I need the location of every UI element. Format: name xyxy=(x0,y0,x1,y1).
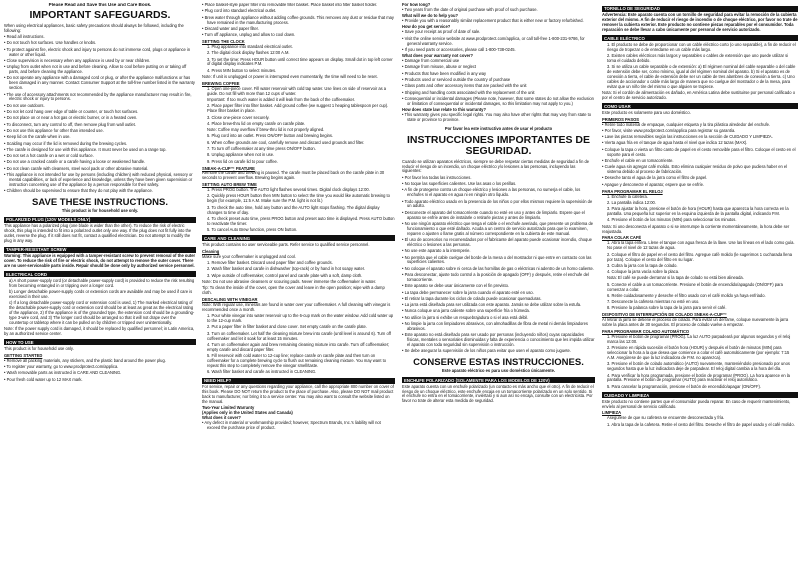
getting-started-item: • To register your warranty, go to www.prodprotect.com/applica. xyxy=(4,365,196,370)
spanish-safeguard-item: • Desconecte el aparato del tomacorriente cuando no esté en uso y antes de limpiarlo. Espere que el aparato se enfríe antes de instalarle o retirarle piezas y antes de limpiarlo. xyxy=(402,211,595,221)
safeguard-item: • Do not place on or near a hot gas or electric burner, or in a heated oven. xyxy=(4,116,196,121)
spanish-getting-started-item: • Vierta agua fría en el tanque de agua hasta el nivel que indica 12 tazas (MAX). xyxy=(602,141,798,146)
cord-item: a) A short power-supply cord (or detachable power-supply cord) is provided to reduce the risk resulting from becoming entangled in or tripping over a longer cord. xyxy=(9,277,195,288)
spanish-auto-brew-heading: PARA PROGRAMAR COLADO AUTOMÁTICO xyxy=(602,329,690,335)
warranty-cover-text: • Any defect in material or workmanship provided; however, Spectrum Brands, Inc.'s liability will not exceed the purchase price of product. xyxy=(202,421,395,431)
not-cover-list xyxy=(402,59,595,107)
descaling-step: 3. Turn on coffeemaker. Let half the cleaning mixture brew into carafe (until level is around 6). Turn off coffeemaker and let it soak for at least 15 minutes. xyxy=(207,330,391,341)
spanish-clock-heading: PARA PROGRAMAR EL RELOJ xyxy=(602,188,663,194)
safeguards-list xyxy=(4,35,196,194)
spanish-household-note: Este aparato eléctrico es para uso doméstico únicamente. xyxy=(441,368,556,374)
care-cleaning-heading: CARE AND CLEANING xyxy=(202,235,395,241)
spanish-safeguard-item: • Para desconectar, ajuste todo control a la posición de apagado (OFF) y después, retire el enchufe del tomacorriente. xyxy=(402,273,595,283)
descaling-heading: DESCALING WITH VINEGAR xyxy=(202,297,258,303)
cleaning-intro: Make sure your coffeemaker is unplugged and cool. xyxy=(202,253,296,259)
descaling-step: 6. Wash filter basket and carafe as instructed in CLEANING. xyxy=(207,369,317,375)
getting-started-item: • Place basket-style paper filter into removable filter basket. Place basket into filter basket holder. xyxy=(202,3,395,8)
service-item: • If you need parts or accessories, please call 1-800-738-0245. xyxy=(402,48,595,53)
how-to-use-heading: HOW TO USE xyxy=(4,339,196,345)
spanish-auto-brew-step: 1. Presione el botón de programar (PROG). La luz AUTO parpadeará por algunos segundos y el reloj marca las 12:00. xyxy=(607,334,791,344)
spanish-safeguards-intro: Cuando se utilizan aparatos eléctricos, siempre se debe respetar ciertas medidas de seguridad a fin de reducir el riesgo de un incendio, un choque eléctrico y/o lesiones a las personas, incluyendo las siguientes: xyxy=(402,158,590,174)
safeguard-item: • Do not let cord hang over edge of table or counter, or touch hot surfaces. xyxy=(4,110,196,115)
spanish-brewing-step: 6. Retire cuidadosamente y deseche el filtro usado con el café molido ya haya enfriado. xyxy=(607,292,766,298)
polarized-plug-text: This appliance has a polarized plug (one blade is wider than the other). To reduce the risk of electric shock, this plug is intended to fit into a polarized outlet only one way. If the plug does not fit fully into the outlet, reverse the plug. If it still does not fit, contact a qualified electrician. Do not attempt to modify the plug in any way. xyxy=(4,223,192,244)
safeguard-item: • Do not clean carafe with cleansers, steel wool pads or other abrasive material. xyxy=(4,167,196,172)
auto-brew-step: 4. To check preset auto time, press PROG button and preset auto time is displayed. Press AUTO button to reactivate the timer. xyxy=(207,215,395,226)
tamper-screw-text: Warning: This appliance is equipped with a tamper-resistant screw to prevent removal of the outer cover. To reduce the risk of fire or electric shock, do not attempt to remove the outer cover. There are no user-serviceable parts inside. Repair should be done only by authorized service personnel. xyxy=(4,253,196,268)
safeguard-item: • The use of accessory attachments not recommended by the appliance manufacturer may result in fire, electric shock or injury to persons. xyxy=(4,93,196,103)
brewing-heading: BREWING COFFEE xyxy=(202,80,240,86)
how-to-use-text: This product is for household use only. xyxy=(4,345,74,351)
state-law-item: • This warranty gives you specific legal rights. You may also have other rights that may vary from state to state or province to province. xyxy=(402,113,595,123)
spanish-safeguard-item: • El retirar la tapa durante los ciclos de colado puede ocasionar quemaduras. xyxy=(402,297,595,302)
safeguard-item: • To protect against fire, electric shock and injury to persons do not immerse cord, plugs or appliance in water or other liquid. xyxy=(4,48,196,58)
getting-started-item: • Discard water and paper filter. xyxy=(202,27,395,32)
spanish-plug-heading: ENCHUFE POLARIZADO (SOLAMENTE PARA LOS MODELOS DE 120V) xyxy=(402,377,595,383)
clock-step: 1. Plug appliance into standard electrical outlet. xyxy=(207,43,293,49)
getting-started-heading: GETTING STARTED xyxy=(4,352,43,358)
spanish-cable-item: 3. Si se utiliza un cable separable o de extensión: a) El régimen nominal del cable separable o del cable de extensión debe ser, como mínimo, igual al del régimen nominal del aparato. b) Si el aparato es de conexión a tierra, el cable de extensión debe ser un cable de tres alambres de conexión a tierra. c) Uno cables de accionador o cable más largo de manera que no cuelgue del mostrador o de la mesa, para evitar que un niño tire del mismo o que alguien se tropiece. xyxy=(607,64,796,89)
spanish-auto-brew-step: 2. Presione en rápida sucesión el botón hora (HOUR) y después el botón de minutos (MIN) para seleccionar la hora a la que desea que comience a colar el café automáticamente (por ejemplo: 7:15 A.M. Asegúrese de que la luz indicadora de P.M. no aparezca). xyxy=(607,345,790,361)
spanish-getting-started-item: • Lave las piezas removibles según las instrucciones en la sección de CUIDADO Y LIMPIEZA. xyxy=(602,135,798,140)
spanish-auto-brew-step: 5. Para cancelar la programación, presione el botón de encendido/apagar (ON/OFF). xyxy=(607,383,762,389)
service-item: • Save your receipt as proof of date of sale. xyxy=(402,30,595,35)
safeguard-item: • Do not use outdoors. xyxy=(4,104,196,109)
get-service-list xyxy=(402,30,595,52)
how-long-text: • Two years from the date of original purchase with proof of such purchase. xyxy=(402,8,595,13)
cleaning-step: 1. Remove filter basket. Discard used paper filter and coffee grounds. xyxy=(207,260,333,266)
spanish-brewing-step: Nota: El café se puede derramar si la tapa de colado no está bien alineada. xyxy=(607,275,744,281)
state-law-question: How does state law relate to this warranty? xyxy=(402,107,486,112)
spanish-getting-started-item: • Coloque la tapa o vierta un filtro canto de papel en el cesto removible para el filtro. Coloque el cesto en el soporte para el cesto. xyxy=(602,148,798,158)
cleaning-step: 3. Wipe outside of coffeemaker, control panel and carafe plate with a soft, damp cloth. xyxy=(207,272,363,278)
descaling-step: 1. Pour white vinegar into water reservoir up to the 6-cup mark on the water window. Add cold water up to the 12-cup mark. xyxy=(207,313,394,324)
spanish-safeguard-item: • No use este aparato a la intemperie. xyxy=(402,249,595,254)
spanish-care-heading: CUIDADO Y LIMPIEZA xyxy=(602,392,798,398)
descaling-list xyxy=(202,314,395,375)
spanish-sneak-a-cup-heading: DISPOSITIVO DE INTERRUPCIÓN DE COLADO SNEAK-A-CUP™ xyxy=(602,312,727,318)
clock-step: 4. Press MIN button to select minutes. xyxy=(207,67,277,73)
brewing-step: 5. Plug cord into an outlet. Press ON/OFF button and brewing begins. xyxy=(207,133,334,139)
spanish-cleaning-list xyxy=(602,416,798,427)
not-cover-question: What does your warranty not cover? xyxy=(402,53,473,59)
setting-clock-note: Note: If unit is unplugged or power is interrupted even momentarily, the time will need to be reset. xyxy=(202,74,378,79)
spanish-clock-note: Nota: Si uno desconecta el aparato o si se interrumpe la corriente momentáneamente, la hora debe ser reajustada. xyxy=(602,223,790,234)
spanish-cleaning-heading: LIMPIEZA xyxy=(602,410,622,416)
spanish-safeguard-item: • Por favor lea todas las instrucciones. xyxy=(402,176,595,181)
sneak-a-cup-heading: SNEAK-A-CUP™ FEATURE xyxy=(202,165,255,171)
exclusion-item: • Products used or serviced outside the country of purchase xyxy=(402,78,595,83)
setting-clock-heading: SETTING THE CLOCK xyxy=(202,39,245,44)
spanish-sneak-a-cup-text: Al retirar la jarra se detiene el proceso de colado. Para evitar un derrame, coloque nuevamente la jarra sobre la placa antes de 30 segundos. El proceso de colado vuelve a empezar. xyxy=(602,317,789,328)
sneak-a-cup-text: Remove the carafe and brewing is paused. The carafe must be placed back on the carafe plate in 30 seconds to prevent overflow. Brewing begins again. xyxy=(202,170,385,181)
clock-step: 3. To set the time: Press HOUR button until correct time appears on display. Small dot in top left corner of digital display indicates P.M. xyxy=(207,56,393,67)
spanish-plug-text: Este aparato cuenta con un enchufe polarizado (un contacto es más ancho que el otro). A fin de reducir el riesgo de un choque eléctrico, este enchufe encaja en un tomacorriente polarizado en un solo sentido. Si el enchufe no entra en el tomacorriente, inviértalo y si aun así no encaja, consulte con un electricista. Por favor no trate de alterar esta medida de seguridad. xyxy=(402,383,594,404)
descaling-step: 4. Turn on coffeemaker again and brew remaining cleaning mixture into carafe. Turn off coffeemaker; empty carafe and discard paper filter. xyxy=(207,341,390,352)
spanish-brewing-step: 5. Conecte el cable a un tomacorriente. Presione el botón de encendido/apagado (ON/OFF) para comenzar a colar. xyxy=(607,281,783,292)
spanish-save-heading: CONSERVE ESTAS INSTRUCCIONES. xyxy=(413,357,584,369)
brewing-step: 9. Press lid on carafe lid to pour coffee. xyxy=(207,158,278,164)
get-service-question: How do you get service? xyxy=(402,24,451,30)
brewing-step: 6. When coffee grounds are cool, carefully remove and discard used grounds and filter. xyxy=(207,139,365,145)
getting-started-item: • Wash removable parts as instructed in CARE AND CLEANING. xyxy=(4,371,196,376)
auto-brew-step: 3. To check the auto time, hold any button and the AUTO light stops flashing. The digital display changes to time of day. xyxy=(207,204,380,215)
getting-started-item: • Brew water through appliance without adding coffee grounds. This removes any dust or residue that may have remained in the manufacturing process. xyxy=(202,16,395,26)
safeguard-item: • Do not use a cracked carafe or a carafe having a loose or weakened handle. xyxy=(4,160,196,165)
cord-item: c) If a long detachable power-supply cord or extension cord is used, 1) The marked electrical rating of the detachable power-supply cord or extension cord should be at least as great as the electrical rating of the appliance, 2) If the appliance is of the grounded type, the extension cord should be a grounding-type 3-wire cord, and 3) The longer cord should be arranged so that it will not drape over the countertop or tabletop where it can be pulled on by children or tripped over unintentionally. xyxy=(9,300,195,325)
spanish-safeguard-item: • El uso de accesorios no recomendados por el fabricante del aparato puede ocasionar incendio, choque eléctrico o lesiones a las personas. xyxy=(402,238,595,248)
spanish-clock-step: 3. Para ajustar la hora, presione el botón de hora (HOUR) hasta que aparezca la hora correcta en la pantalla. Una pequeña luz superior en la esquina izquierda de la pantalla digital, indicando P.M. xyxy=(607,206,789,217)
cleaning-step: 2. Wash filter basket and carafe in dishwasher (top-rack) or by hand in hot soapy water. xyxy=(207,266,365,272)
spanish-safeguard-item: • A fin de protegerse contra un choque eléctrico y lesiones a las personas, no sumerja el cable, los enchufes ni el aparato en agua ni en ningún otro líquido. xyxy=(402,188,595,198)
spanish-how-to-use-heading: COMO USAR xyxy=(602,103,798,109)
spanish-safeguard-item: • La tapa debe permanecer sobre la jarra cuando el aparato esté en uso. xyxy=(402,291,595,296)
spanish-cable-item: 1. El producto se debe de proporcionar con un cable eléctrico corto (o uno separable), a fin de reducir el riesgo de tropezar o de enredarse en un cable más largo. xyxy=(607,41,796,52)
need-help-heading: NEED HELP? xyxy=(202,378,395,384)
safeguards-intro: When using electrical appliances, basic safety precautions should always be followed, including the following: xyxy=(4,22,184,33)
getting-started-item: • Pour fresh cold water up to 12 MAX mark. xyxy=(4,378,196,383)
polarized-plug-heading: POLARIZED PLUG (120V MODELS ONLY) xyxy=(4,217,196,223)
help-question: What will we do to help you? xyxy=(402,13,458,19)
spanish-safeguard-item: • No toque las superficies calientes. Use las asas o los perillas. xyxy=(402,182,595,187)
spanish-clock-step: 4. Presione el botón de los minutos (MIN) para seleccionar los minutos. xyxy=(607,217,737,223)
cleaning-list xyxy=(202,261,395,279)
auto-brew-step: 2. Quickly press HOUR button then MIN button to select the time you would like automatic brewing to begin (for example, 11:5 A.M. Make sure the P.M. light is not lit.) xyxy=(207,193,390,204)
warranty-subheading: (Applies only in the United States and Canada) xyxy=(202,410,293,415)
cord-item: b) Longer detachable power-supply cords or extension cords are available and may be used if care is exercised in their use. xyxy=(9,288,193,299)
descaling-step: 2. Put a paper filter in filter basket and close cover. Set empty carafe on the carafe plate. xyxy=(207,324,367,330)
safeguards-heading: IMPORTANT SAFEGUARDS. xyxy=(29,8,171,21)
spanish-safeguard-item: • La jarra está diseñada para ser utilizada con este aparato. Jamás se debe utilizar sobre la estufa. xyxy=(402,303,595,308)
spanish-clock-list xyxy=(602,195,798,224)
getting-started-list xyxy=(4,359,196,383)
auto-brew-list xyxy=(202,188,395,233)
spanish-auto-brew-step: 3. Presione el botón de colado automático (AUTO) nuevamente, manteniéndolo presionado por unos segundos hasta que la luz indicadora deje de parpadear. El reloj digital cambia a la hora del día. xyxy=(607,361,790,372)
safeguard-item: • Keep lid on the carafe when in use. xyxy=(4,135,196,140)
getting-started-item: • Plug cord into standard electrical outlet. xyxy=(202,9,395,14)
brewing-step: 1. Open one-piece cover. Fill water reservoir with cold tap water. Use lines on side of reservoir as a guide. Do not fill with more than 12 cups of water. xyxy=(207,85,387,96)
spanish-cable-note: Nota: Si el cordón de alimentación es dañado, en América Latina debe sustituirse por personal calificado o por el centro de servicio autorizado. xyxy=(602,89,795,100)
exclusion-item: • Glass parts and other accessory items that are packed with the unit xyxy=(402,84,595,89)
service-item: • Visit the online service website at www.prodprotect.com/applica, or call toll-free 1-800-231-9786, for general warranty service. xyxy=(402,37,595,47)
spanish-safeguard-item: • No limpie la jarra con limpiadores abrasivos, con almohadillas de fibra de metal ni demás limpiadores abrasivos. xyxy=(402,322,595,332)
auto-brew-heading: SETTING AUTO BREW TIME xyxy=(202,182,257,188)
spanish-getting-started-item: • Deseche tanto el agua de la jarra como el filtro de papel. xyxy=(602,176,798,181)
spanish-brewing-heading: PARA COLAR CAFÉ xyxy=(602,235,642,241)
column-3 xyxy=(402,3,595,563)
exclusion-item: • Consequential or incidental damages (Please note, however, that some states do not allow the exclusion or limitation of consequential or incidental damages, so this limitation may not apply to you.) xyxy=(402,97,595,107)
save-instructions-heading: SAVE THESE INSTRUCTIONS. xyxy=(31,197,168,208)
spanish-safeguard-item: • Se debe asegurar la supervisión de los niños para evitar que usen el aparato como juguete. xyxy=(402,349,595,354)
spanish-brewing-step: 8. Presione la palanca sobre la tapa de la jarra para servir el café. xyxy=(607,305,727,311)
safeguard-item: • The carafe is designed for use with this appliance. It must never be used on a range top. xyxy=(4,148,196,153)
spanish-auto-brew-list xyxy=(602,335,798,390)
auto-brew-step: 5. To cancel Auto Brew function, press ON button. xyxy=(207,227,298,233)
getting-started-item: • Remove all packing materials, any stickers, and the plastic band around the power plug. xyxy=(4,359,196,364)
spanish-safeguards-heading: INSTRUCCIONES IMPORTANTES DE SEGURIDAD. xyxy=(407,133,590,157)
safeguard-item: • Do not touch hot surfaces. Use handles or knobs. xyxy=(4,41,196,46)
descaling-intro: Note: With regular use, minerals are found in water over your coffeemaker. A full cleaning with vinegar is recommended once a month. xyxy=(202,301,391,312)
help-text: • Provide you with a reasonably similar replacement product that is either new or factory refurbished. xyxy=(402,19,595,24)
state-law-list xyxy=(402,113,595,123)
safeguard-item: • Close supervision is necessary when any appliance is used by or near children. xyxy=(4,59,196,64)
electrical-cord-heading: ELECTRICAL CORD xyxy=(4,271,196,277)
safeguard-item: • Do not operate any appliance with a damaged cord or plug, or after the appliance malfunctions or has been damaged in any manner. Contact Consumer Support at the toll-free number listed in the warranty section. xyxy=(4,76,196,91)
spanish-getting-started-item: • Retire todo material de empaque, cualquier etiqueta y la tira plástica alrededor del enchufe. xyxy=(602,123,798,128)
care-cleaning-intro: This product contains no user serviceable parts. Refer service to qualified service personnel. xyxy=(202,241,370,247)
cleaning-tip: Tip: To clean the inside of the cover, open the cover and leave in the open position; wipe with a damp cloth. xyxy=(202,285,385,296)
getting-started-list-continued xyxy=(202,3,395,38)
spanish-brewing-list xyxy=(602,241,798,311)
cleaning-note: Note: Do not use abrasive cleansers or scouring pads. Never immerse the coffeemaker in water. xyxy=(202,278,377,284)
tamper-screw-heading: TAMPER-RESISTANT SCREW xyxy=(4,247,196,253)
spanish-safeguard-item: • No utilice la jarra si exhibe un resquebrajadura o si el asa está débil. xyxy=(402,316,595,321)
clock-step: 2. The digital clock display flashes 12:00 A.M. xyxy=(207,50,290,56)
spanish-clock-step: 1. Enchufe la cafetera. xyxy=(607,193,648,199)
electrical-cord-list xyxy=(4,279,196,326)
household-note: This product is for household use only. xyxy=(61,208,139,213)
spanish-clock-step: 2. La pantalla indica 12:00. xyxy=(607,199,656,205)
spanish-cleaning-step: Asegúrese de que su cafetera se encuentre desconectada y fría. xyxy=(607,415,725,421)
spanish-cable-heading: CABLE ELÉCTRICO xyxy=(602,35,798,41)
safeguard-item: • Do not use this appliance for other than intended use. xyxy=(4,129,196,134)
brewing-step: 3. Close one-piece cover securely. xyxy=(207,114,270,120)
spanish-safeguard-item: • No coloque el aparato sobre ni cerca de las hornillas de gas o eléctricas ni adentro de un horno caliente. xyxy=(402,267,595,272)
spanish-safeguard-item: • Nunca coloque una jarra caliente sobre una superficie fría o húmeda. xyxy=(402,309,595,314)
safeguard-item: • Scalding may occur if the lid is removed during the brewing cycles. xyxy=(4,142,196,147)
column-1 xyxy=(4,3,196,563)
spanish-safeguard-item: • Este aparato no está diseñado para ser usado por personas (incluyendo niños) cuyas capacidades físicas, mentales o sensoriales disminuidas y falta de experiencia o conocimiento que les impida utilizar el aparato con toda seguridad sin supervisión o instrucción. xyxy=(402,333,595,348)
spanish-auto-brew-step: 4. Para verificar la hora programada, presione el botón de programar (PROG). La hora aparece en la pantalla. Presione el botón de programar (AUTO) para reactivar el reloj automático. xyxy=(607,372,790,383)
brewing-step: Important: If too much water is added it will leak from the back of the coffeemaker. xyxy=(207,97,356,103)
auto-brew-step: 1. Press PROG button. The AUTO light flashes several times. Digital clock displays 12:00. xyxy=(207,187,370,193)
column-4 xyxy=(602,3,798,563)
warranty-cover-question: What does it cover? xyxy=(202,414,241,420)
how-long-question: For how long? xyxy=(402,3,431,7)
read-and-save-note: Please Read and Save this Use and Care Book. xyxy=(48,3,152,7)
getting-started-item: • Turn off appliance, unplug and allow to cool down. xyxy=(202,33,395,38)
spanish-read-note: Por favor lea este instructivo antes de usar el producto xyxy=(444,125,553,131)
brewing-step: 2. Place paper filter into filter basket. Add ground coffee (we suggest 1 heaping tablespoon per cup). Place filter basket in place. xyxy=(207,103,389,114)
spanish-brewing-step: 7. Desconecte la cafetera mientras no esté en uso. xyxy=(607,299,700,305)
descaling-step: 5. Fill reservoir with cold water to 12-cup line; replace carafe on carafe plate and then turn on coffeemaker for a complete brewing cycle to flush out remaining cleaning mixture. You may want to repeat this step to completely remove the vinegar smell/taste. xyxy=(207,353,387,368)
spanish-safeguard-item: • No use ningún aparato eléctrico que tenga el cable o el enchufe averiado, que presente un problema de funcionamiento o que esté dañado. Acuda a un centro de servicio autorizado para que lo examinen, reparen o ajusten o llame gratis al número correspondiente en la cubierta de este manual. xyxy=(402,222,595,237)
spanish-getting-started-heading: PRIMEROS PASOS xyxy=(602,116,640,122)
brewing-list xyxy=(202,87,395,165)
spanish-getting-started-item: • Apague y desconecte el aparato; espere que se enfríe. xyxy=(602,183,798,188)
exclusion-item: • Shipping and handling costs associated with the replacement of the unit xyxy=(402,91,595,96)
spanish-safeguard-item: • No permita que el cable cuelgue del borde de la mesa o del mostrador ni que entre en contacto con las superficies calientes. xyxy=(402,256,595,266)
safeguard-item: • Children should be supervised to ensure that they do not play with the appliance. xyxy=(4,189,196,194)
exclusion-item: • Damage from commercial use xyxy=(402,59,595,64)
safeguard-item: • This appliance is not intended for use by persons (including children) with reduced physical, sensory or mental capabilities, or lack of experience and knowledge, unless they have been given supervision or instruction concerning use of the appliance by a person responsible for their safety. xyxy=(4,173,196,188)
spanish-getting-started-item: • Por favor, visite www.prodprotect.com/applica para registrar su garantía. xyxy=(602,129,798,134)
brewing-step: 4. Place brew-thru lid on empty carafe on carafe plate. xyxy=(207,120,306,126)
spanish-cleaning-step: 1. Abra la tapa de la cafetera. Retire el cesto del filtro. Deseche el filtro de papel usado y el café molido. xyxy=(607,421,795,427)
safeguard-item: • Read all instructions. xyxy=(4,35,196,40)
cleaning-heading: Cleaning xyxy=(202,248,220,254)
brewing-step: 8. Unplug appliance when not in use. xyxy=(207,152,275,158)
safeguard-item: • To disconnect, turn any control to off, then remove plug from wall outlet. xyxy=(4,123,196,128)
warranty-heading: Two-Year Limited Warranty xyxy=(202,405,255,411)
spanish-safeguards-list xyxy=(402,176,595,355)
exclusion-item: • Damage from misuse, abuse or neglect xyxy=(402,65,595,70)
safeguard-item: • Do not set a hot carafe on a wet or cold surface. xyxy=(4,154,196,159)
spanish-brewing-step: 3. Cubra la jarra con la tapa de colado. xyxy=(607,262,678,268)
need-help-text: For service, repair or any questions regarding your appliance, call the appropriate 800 number on cover of this book. Please DO NOT return the product to the place of purchase. Also, please DO NOT mail product back to manufacturer, nor bring it to a service center. You may also want to consult the website listed on the manual. xyxy=(202,384,394,404)
spanish-cable-item: 2. Existen cables eléctricos más largos y separables o cables de extensión que uno puede utilizar si toma el cuidado debido. xyxy=(607,52,789,63)
spanish-screw-heading: TORNILLO DE SEGURIDAD xyxy=(602,6,798,12)
spanish-getting-started-list xyxy=(602,123,798,188)
safeguard-item: • Unplug from outlet when not in use and before cleaning. Allow to cool before putting on or taking off parts, and before cleaning the appliance. xyxy=(4,65,196,75)
electrical-cord-note: Note: If the power supply cord is damaged, it should be replaced by qualified personnel; in Latin America, by an authorized service center. xyxy=(4,326,195,336)
spanish-getting-started-item: • Enchufe el cable en un tomacorriente. xyxy=(602,159,798,164)
exclusion-item: • Products that have been modified in any way xyxy=(402,72,595,77)
spanish-safeguard-item: • Este aparato se debe usar únicamente con el fin previsto. xyxy=(402,284,595,289)
spanish-brewing-step: 1. Abra la tapa entera. Llene el tanque con agua fresca de la llave. Use las líneas en el lado como guía. No pase el nivel de 12 tazas de agua. xyxy=(607,240,795,251)
column-2 xyxy=(202,3,395,563)
brewing-step: 7. To turn off coffeemaker at any time press ON/OFF button. xyxy=(207,146,316,151)
spanish-safeguard-item: • Todo aparato eléctrico usado en la presencia de los niños o por ellos mismos requiere la supervisión de un adulto. xyxy=(402,200,595,210)
setting-clock-list xyxy=(202,45,395,74)
spanish-brewing-step: 4. Coloque la jarra vacía sobre la placa. xyxy=(607,269,680,275)
spanish-screw-text: Advertencia: Este aparato cuenta con un tornillo de seguridad para evitar la remoción de la cubierta exterior del mismo. A fin de reducir el riesgo de incendio o de choque eléctrico, por favor no trate de remover la cubierta exterior. Este producto no contiene piezas reparables por el consumidor. Toda reparación se debe llevar a cabo únicamente por personal de servicio autorizado. xyxy=(602,12,798,32)
spanish-how-to-use-text: Este producto es solamente para uso doméstico. xyxy=(602,109,691,115)
brewing-step: Note: Coffee may overflow if brew-thru lid is not properly aligned. xyxy=(207,127,325,133)
spanish-brewing-step: 2. Coloque el filtro de papel en el cesto del filtro. Agregue café molido (le sugerimos 1 cucharada llena por taza). Coloque el cesto del filtro en su lugar. xyxy=(607,251,793,262)
spanish-getting-started-item: • Cuele agua sin agregar café molido. Esto elimina cualquier residuo de polvo que pudiera haber en el sistema debido al proceso de fabricación. xyxy=(602,165,798,175)
spanish-care-text: Este producto no contiene partes que el consumidor pueda reparar. En caso de requerir mantenimiento, envíelo al personal de servicio calificado. xyxy=(602,398,791,409)
spanish-cable-list xyxy=(602,43,798,90)
